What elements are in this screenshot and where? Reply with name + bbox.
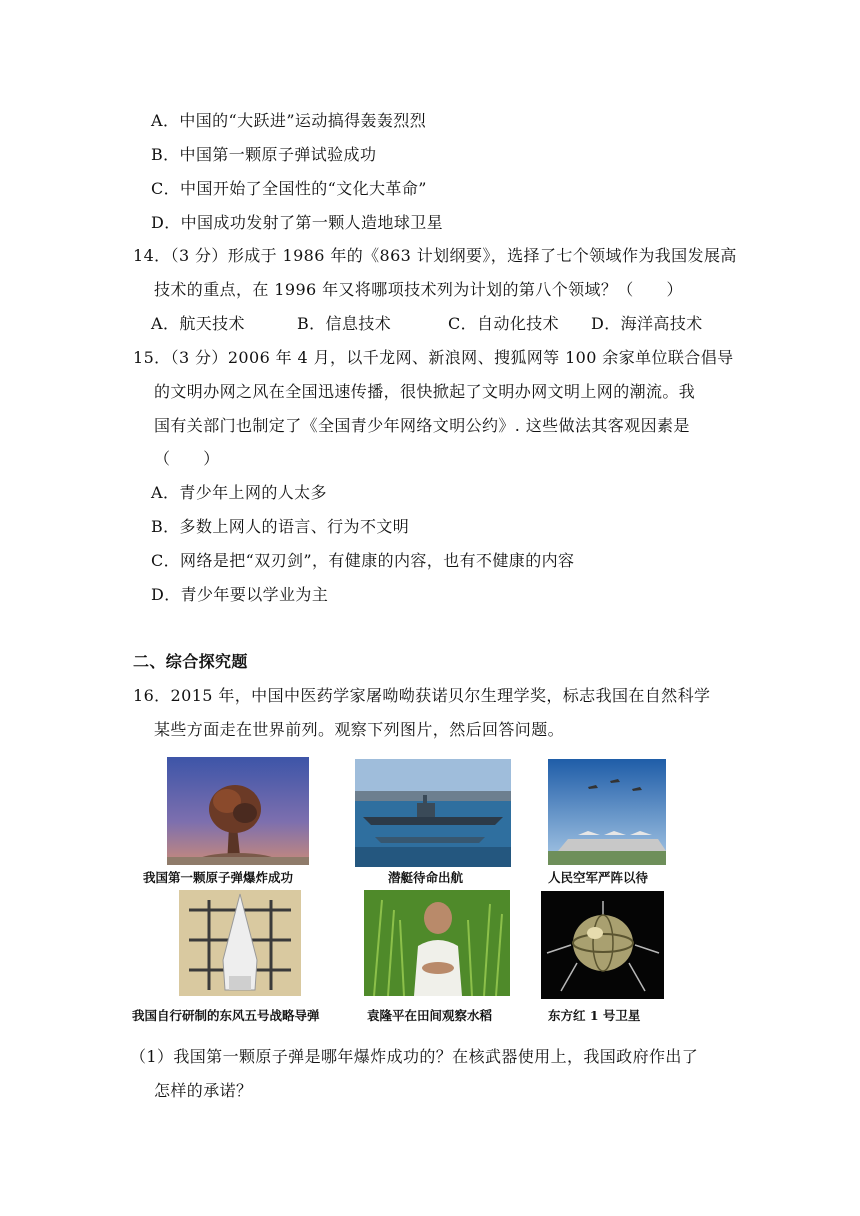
q14-stem-line1: 14．（3 分）形成于 1986 年的《863 计划纲要》，选择了七个领域作为我国发展高	[133, 246, 737, 265]
q14-option-d: D．海洋高技术	[591, 314, 703, 333]
q16-sub1-line1: （1）我国第一颗原子弹是哪年爆炸成功的？在核武器使用上，我国政府作出了	[130, 1047, 699, 1066]
q13-option-c: C．中国开始了全国性的“文化大革命”	[151, 179, 427, 198]
rice-field-icon	[364, 890, 510, 996]
q15-option-b: B．多数上网人的语言、行为不文明	[151, 517, 410, 536]
q15-stem-line2: 的文明办网之风在全国迅速传播，很快掀起了文明办网文明上网的潮流。我	[154, 382, 696, 401]
caption-atomic-bomb: 我国第一颗原子弹爆炸成功	[143, 870, 294, 885]
q15-option-d: D．青少年要以学业为主	[151, 585, 329, 604]
satellite-icon	[541, 891, 664, 999]
section-title: 二、综合探究题	[133, 652, 248, 671]
caption-rice-field: 袁隆平在田间观察水稻	[367, 1008, 493, 1023]
q14-option-a: A．航天技术	[151, 314, 245, 333]
q15-option-c: C．网络是把“双刃剑”，有健康的内容，也有不健康的内容	[151, 551, 575, 570]
q16-stem-line1: 16．2015 年，中国中医药学家屠呦呦获诺贝尔生理学奖，标志我国在自然科学	[133, 686, 711, 705]
submarine-icon	[355, 759, 511, 867]
q16-sub1-line2: 怎样的承诺？	[154, 1081, 253, 1100]
picture-grid	[130, 756, 740, 1031]
q13-option-d: D．中国成功发射了第一颗人造地球卫星	[151, 213, 444, 232]
q15-stem-line1: 15．（3 分）2006 年 4 月，以千龙网、新浪网、搜狐网等 100 余家单位联合倡导	[133, 348, 734, 367]
fighter-jets-icon	[548, 759, 666, 865]
caption-air-force: 人民空军严阵以待	[548, 870, 649, 885]
missile-icon	[179, 890, 301, 996]
q14-options	[151, 313, 703, 335]
q15-option-a: A．青少年上网的人太多	[151, 483, 327, 502]
q14-stem-line2: 技术的重点，在 1996 年又将哪项技术列为计划的第八个领域？（ ）	[154, 280, 683, 299]
q14-option-b: B．信息技术	[297, 314, 392, 333]
q15-stem-line4: （ ）	[154, 449, 220, 468]
q13-option-b: B．中国第一颗原子弹试验成功	[151, 145, 377, 164]
q16-stem-line2: 某些方面走在世界前列。观察下列图片，然后回答问题。	[154, 720, 565, 739]
q15-stem-line3: 国有关部门也制定了《全国青少年网络文明公约》. 这些做法其客观因素是	[154, 416, 690, 435]
mushroom-cloud-icon	[167, 757, 309, 865]
q14-option-c: C．自动化技术	[448, 314, 560, 333]
caption-submarine: 潜艇待命出航	[388, 870, 464, 885]
q13-option-a: A．中国的“大跃进”运动搞得轰轰烈烈	[151, 111, 427, 130]
caption-satellite: 东方红 1 号卫星	[548, 1008, 641, 1023]
caption-missile: 我国自行研制的东风五号战略导弹	[132, 1008, 320, 1023]
